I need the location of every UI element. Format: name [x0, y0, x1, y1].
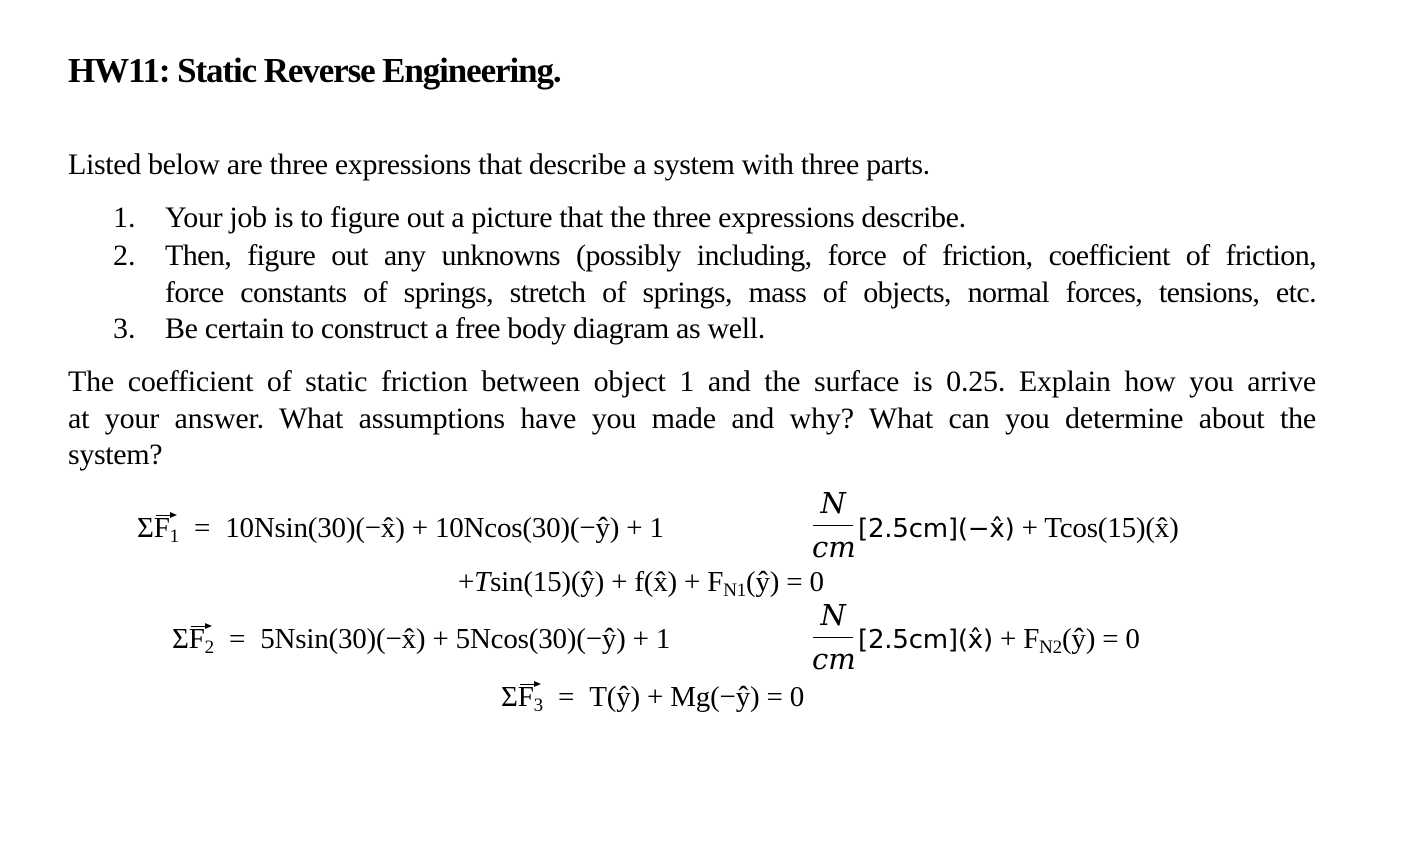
force-vector-1: $F_1$	[153, 512, 179, 547]
equation-2-spring-term: [2.5cm](x̂) + $F_{N2}(ŷ) = 0$	[858, 623, 1140, 658]
question-line-1: The coefficient of static friction between object 1 and the surface is 0.25. Explain how you arrive	[68, 365, 1316, 398]
fraction-1-bar	[813, 525, 853, 526]
page-title: HW11: Static Reverse Engineering.	[68, 51, 561, 90]
question-line-3: system?	[68, 438, 163, 471]
fraction-1-denominator: cm	[812, 530, 856, 564]
list-number-2: 2.	[113, 239, 136, 272]
equals-sign: =	[194, 512, 211, 544]
list-number-1: 1.	[113, 201, 136, 234]
list-item-2-line2: force constants of springs, stretch of springs, mass of objects, normal forces, tensions, etc.	[165, 276, 1316, 309]
sum-symbol: Σ	[137, 512, 154, 544]
force-vector-3: $F_3$	[517, 681, 543, 716]
list-item-3: Be certain to construct a free body diagram as well.	[165, 312, 765, 345]
equation-3-terms: T(ŷ) + Mg(−ŷ) = 0	[589, 681, 805, 713]
force-vector-2: $F_2$	[188, 623, 214, 658]
list-item-1: Your job is to figure out a picture that the three expressions describe.	[165, 201, 966, 234]
fraction-2-bar	[813, 637, 853, 638]
intro-text: Listed below are three expressions that describe a system with three parts.	[68, 148, 930, 181]
equation-3	[501, 681, 804, 714]
sum-symbol: Σ	[172, 623, 189, 655]
equation-1-spring-term: [2.5cm](−x̂) + Tcos(15)(x̂)	[858, 512, 1179, 544]
question-line-2: at your answer. What assumptions have you made and why? What can you determine about the	[68, 402, 1316, 435]
sum-symbol: Σ	[501, 681, 518, 713]
list-number-3: 3.	[113, 312, 136, 345]
list-item-2-line1: Then, figure out any unknowns (possibly including, force of friction, coefficient of friction,	[165, 239, 1316, 272]
equation-2-terms: 5Nsin(30)(−x̂) + 5Ncos(30)(−ŷ) + 1	[260, 623, 671, 655]
equation-1-terms: 10Nsin(30)(−x̂) + 10Ncos(30)(−ŷ) + 1	[225, 512, 664, 544]
fraction-2-numerator: N	[820, 598, 846, 632]
equation-1-line-2: +Tsin(15)(ŷ) + f(x̂) + $F_{N1}(ŷ) = 0$	[458, 566, 824, 601]
fraction-2-denominator: cm	[812, 642, 856, 676]
fraction-1-numerator: N	[820, 486, 846, 520]
equals-sign: =	[558, 681, 575, 713]
equals-sign: =	[229, 623, 246, 655]
equation-1	[137, 512, 664, 545]
equation-2	[172, 623, 670, 656]
